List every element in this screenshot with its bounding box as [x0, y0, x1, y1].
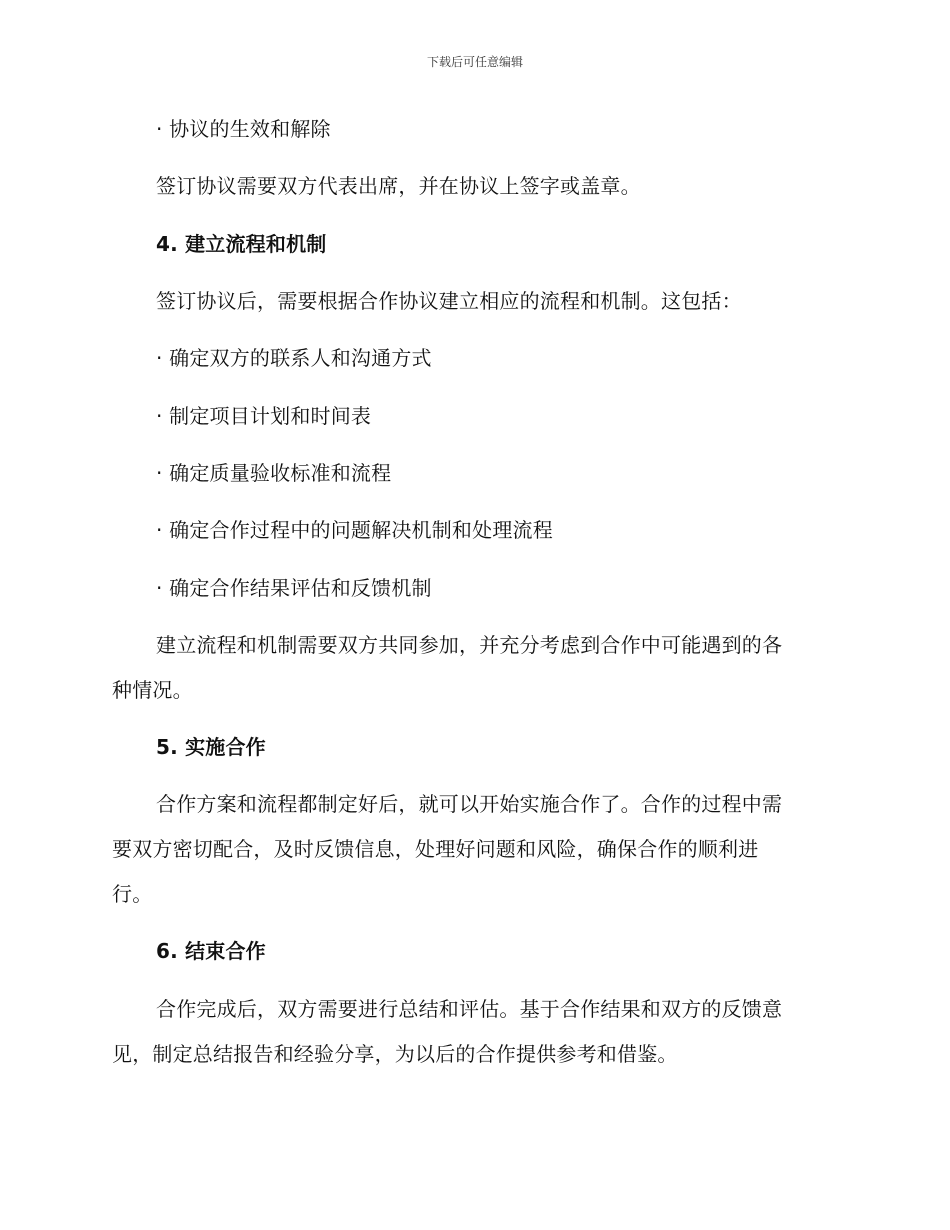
section-heading-5: 5. 实施合作 [156, 735, 266, 759]
section-heading-6: 6. 结束合作 [156, 939, 266, 963]
bullet-item: · 确定合作过程中的问题解决机制和处理流程 [156, 518, 553, 542]
paragraph-5-line: 合作方案和流程都制定好后，就可以开始实施合作了。合作的过程中需 [156, 792, 783, 816]
paragraph-6-line: 合作完成后，双方需要进行总结和评估。基于合作结果和双方的反馈意 [156, 997, 783, 1021]
bullet-item: · 确定合作结果评估和反馈机制 [156, 576, 432, 600]
paragraph-intro-4: 签订协议后，需要根据合作协议建立相应的流程和机制。这包括： [156, 289, 742, 313]
paragraph-4-line: 种情况。 [112, 678, 193, 702]
paragraph-5-line: 要双方密切配合，及时反馈信息，处理好问题和风险，确保合作的顺利进 [112, 837, 759, 861]
page-header: 下载后可任意编辑 [426, 55, 523, 69]
paragraph-6-line: 见，制定总结报告和经验分享，为以后的合作提供参考和借鉴。 [112, 1042, 678, 1066]
bullet-item: · 确定双方的联系人和沟通方式 [156, 346, 432, 370]
bullet-agreement-effect: · 协议的生效和解除 [156, 117, 331, 141]
bullet-item: · 确定质量验收标准和流程 [156, 461, 392, 485]
paragraph-5-line: 行。 [112, 882, 153, 906]
section-heading-4: 4. 建立流程和机制 [156, 232, 327, 256]
paragraph-signing: 签订协议需要双方代表出席，并在协议上签字或盖章。 [156, 174, 641, 198]
bullet-item: · 制定项目计划和时间表 [156, 404, 372, 428]
paragraph-4-line: 建立流程和机制需要双方共同参加，并充分考虑到合作中可能遇到的各 [156, 633, 783, 657]
